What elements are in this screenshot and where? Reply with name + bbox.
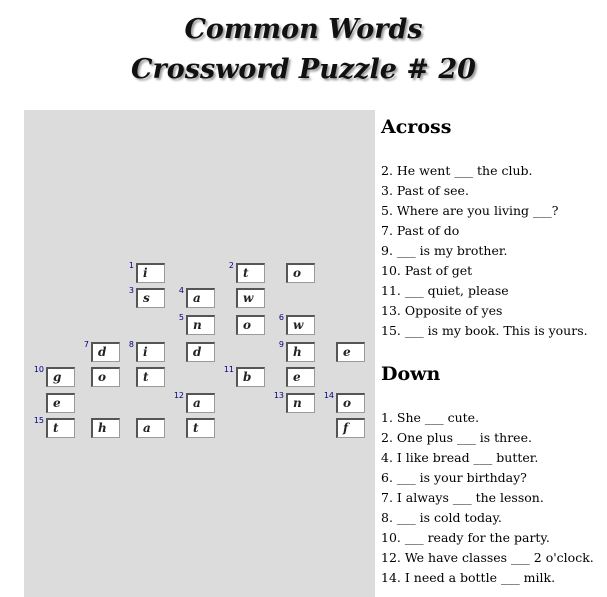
clue-item: 8. ___ is cold today.	[381, 510, 502, 525]
crossword-cell[interactable]: a	[186, 393, 215, 413]
across-heading: Across	[381, 116, 452, 138]
crossword-cell[interactable]: w	[236, 288, 265, 308]
clue-number: 4	[178, 286, 184, 295]
crossword-cell[interactable]: t	[236, 263, 265, 283]
crossword-cell[interactable]: t	[186, 418, 215, 438]
crossword-cell[interactable]: o	[336, 393, 365, 413]
clue-item: 2. He went ___ the club.	[381, 163, 533, 178]
clue-item: 11. ___ quiet, please	[381, 283, 509, 298]
clue-item: 5. Where are you living ___?	[381, 203, 559, 218]
crossword-cell[interactable]: e	[336, 342, 365, 362]
clue-item: 1. She ___ cute.	[381, 410, 480, 425]
clue-item: 13. Opposite of yes	[381, 303, 503, 318]
clue-item: 14. I need a bottle ___ milk.	[381, 570, 556, 585]
crossword-cell[interactable]: i	[136, 263, 165, 283]
puzzle-title-line2: Crossword Puzzle # 20	[131, 54, 476, 85]
clue-number: 10	[33, 365, 44, 374]
crossword-cell[interactable]: t	[136, 367, 165, 387]
crossword-cell[interactable]: g	[46, 367, 75, 387]
clue-item: 10. ___ ready for the party.	[381, 530, 550, 545]
crossword-cell[interactable]: a	[136, 418, 165, 438]
crossword-cell[interactable]: o	[236, 315, 265, 335]
crossword-cell[interactable]: h	[91, 418, 120, 438]
crossword-cell[interactable]: o	[286, 263, 315, 283]
clue-number: 1	[128, 261, 134, 270]
clue-item: 9. ___ is my brother.	[381, 243, 508, 258]
clue-number: 7	[83, 340, 89, 349]
crossword-cell[interactable]: s	[136, 288, 165, 308]
clue-number: 2	[228, 261, 234, 270]
crossword-cell[interactable]: h	[286, 342, 315, 362]
crossword-cell[interactable]: d	[91, 342, 120, 362]
crossword-cell[interactable]: a	[186, 288, 215, 308]
crossword-grid	[24, 110, 375, 597]
clue-number: 8	[128, 340, 134, 349]
crossword-cell[interactable]: o	[91, 367, 120, 387]
clue-number: 5	[178, 313, 184, 322]
crossword-cell[interactable]: e	[286, 367, 315, 387]
crossword-cell[interactable]: n	[286, 393, 315, 413]
crossword-cell[interactable]: e	[46, 393, 75, 413]
down-heading: Down	[381, 363, 441, 385]
crossword-cell[interactable]: f	[336, 418, 365, 438]
clue-number: 3	[128, 286, 134, 295]
clue-item: 12. We have classes ___ 2 o'clock.	[381, 550, 594, 565]
clue-number: 12	[173, 391, 184, 400]
clue-number: 15	[33, 416, 44, 425]
crossword-cell[interactable]: t	[46, 418, 75, 438]
clue-item: 3. Past of see.	[381, 183, 469, 198]
clue-item: 10. Past of get	[381, 263, 473, 278]
clue-item: 6. ___ is your birthday?	[381, 470, 527, 485]
crossword-cell[interactable]: b	[236, 367, 265, 387]
clue-number: 13	[273, 391, 284, 400]
clue-item: 7. I always ___ the lesson.	[381, 490, 544, 505]
puzzle-title-line1: Common Words	[184, 14, 423, 45]
clue-item: 7. Past of do	[381, 223, 460, 238]
crossword-cell[interactable]: i	[136, 342, 165, 362]
clue-number: 14	[323, 391, 334, 400]
crossword-cell[interactable]: d	[186, 342, 215, 362]
clue-item: 4. I like bread ___ butter.	[381, 450, 539, 465]
clue-number: 6	[278, 313, 284, 322]
clue-number: 11	[223, 365, 234, 374]
crossword-cell[interactable]: w	[286, 315, 315, 335]
crossword-cell[interactable]: n	[186, 315, 215, 335]
clue-item: 2. One plus ___ is three.	[381, 430, 532, 445]
clue-number: 9	[278, 340, 284, 349]
clue-item: 15. ___ is my book. This is yours.	[381, 323, 588, 338]
